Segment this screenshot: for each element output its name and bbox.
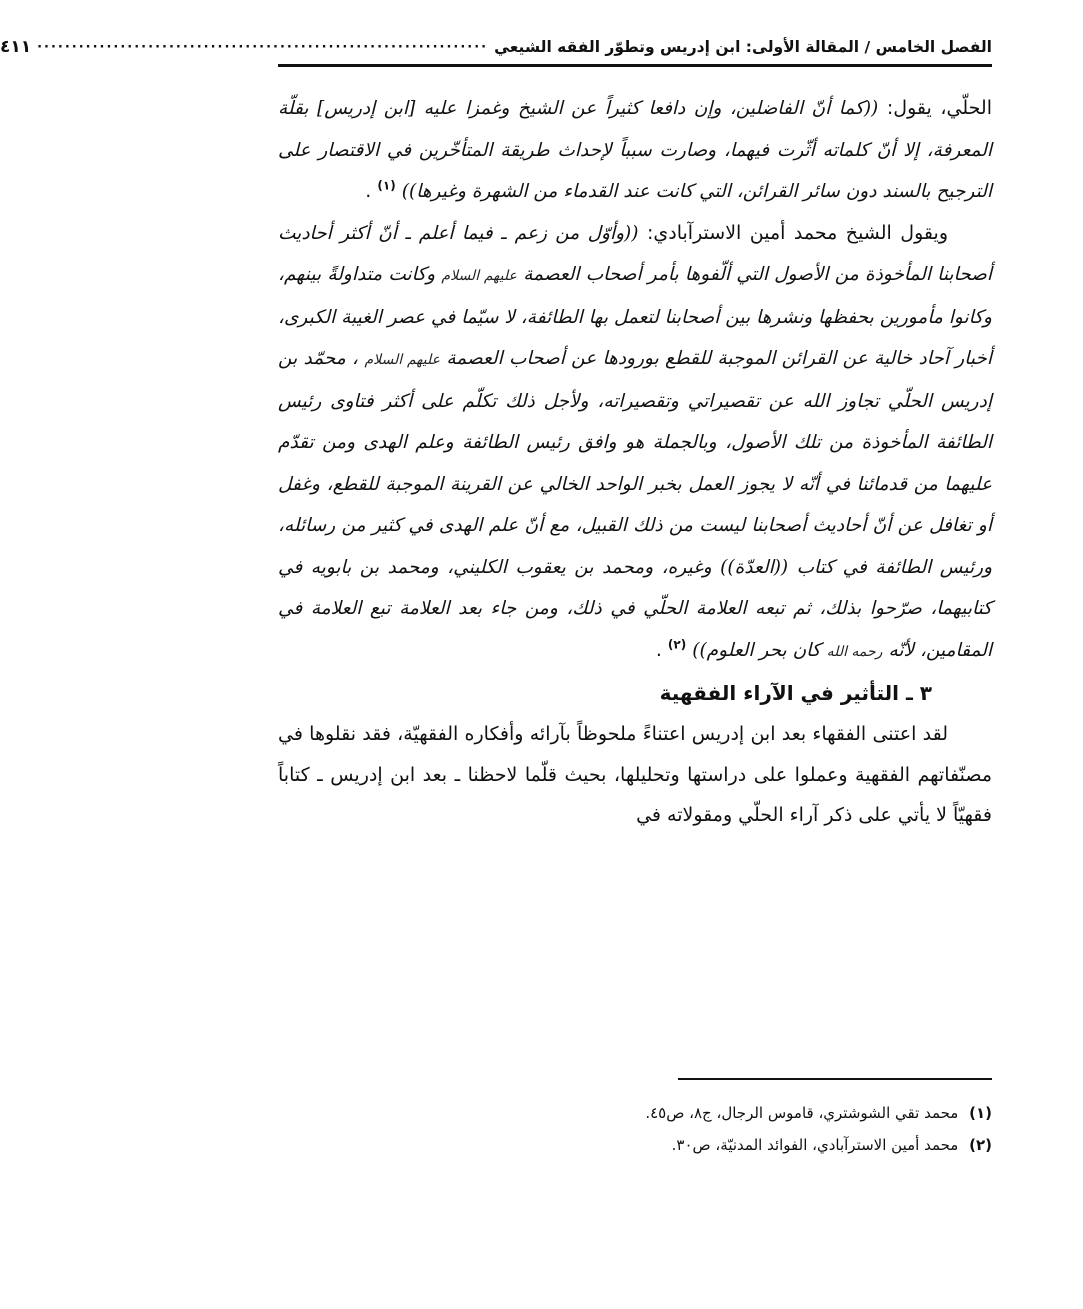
quotation-astarabadi-part-2: وكانت متداولةً بينهم، وكانوا مأمورين بحفظها ونشرها بين أصحابنا لتعمل بها الطائفة، لا سيّما في عصر الغيبة الكبرى، أخبار آحاد خالية عن القرائن الموجبة للقطع بورودها عن أصحاب العصمة <box>277 264 992 369</box>
paragraph-1-end: . <box>365 180 372 202</box>
quotation-astarabadi-part-4: كان بحر العلوم)) <box>692 639 821 661</box>
honorific-symbol-1: عليهم السلام <box>441 268 517 284</box>
honorific-symbol-3: رحمه الله <box>826 643 883 660</box>
footnote-ref-2: (٢) <box>667 637 687 652</box>
paragraph-2-lead: ويقول الشيخ محمد أمين الاسترآبادي: <box>638 221 949 244</box>
quotation-shushtari: ((كما أنّ الفاضلين، وإن دافعا كثيراً عن الشيخ وغمزا عليه [ابن إدريس] بقلّة المعرفة، إلا أنّ كلماته أثّرت فيهما، وصارت سبباً لإحداث طريقة المتأخّرين في الاقتصار على الترجيح بالسند دون سائر القرائن، التي كانت عند القدماء من الشهرة وغيرها)) <box>278 98 992 202</box>
paragraph-1 <box>278 88 992 213</box>
honorific-symbol-2: عليهم السلام <box>364 352 440 368</box>
running-header <box>0 30 992 64</box>
footnote-2-text: محمد أمين الاسترآبادي، الفوائد المدنيّة، ص٣٠. <box>671 1136 959 1154</box>
footnote-ref-1: (١) <box>377 178 396 193</box>
footnote-1-text: محمد تقي الشوشتري، قاموس الرجال، ج٨، ص٤٥. <box>645 1104 959 1122</box>
dot-leader: ································································· <box>37 39 489 55</box>
paragraph-2 <box>278 213 992 673</box>
footnote-1-number: (١) <box>969 1104 992 1122</box>
running-title: الفصل الخامس / المقالة الأولى: ابن إدريس وتطوّر الفقه الشيعي <box>494 38 992 56</box>
header-rule <box>278 64 992 67</box>
footnotes <box>278 1097 992 1161</box>
paragraph-2-end: . <box>655 638 662 661</box>
paragraph-3: لقد اعتنى الفقهاء بعد ابن إدريس اعتناءً ملحوظاً بآرائه وأفكاره الفقهيّة، فقد نقلوها في مصنّفاتهم الفقهية وعملوا على دراستها وتحليلها، بحيث قلّما لاحظنا ـ بعد ابن إدريس ـ كتاباً فقهيّاً لا يأتي على ذكر آراء الحلّي ومقولاته في <box>278 723 992 826</box>
section-heading: ٣ ـ التأثير في الآراء الفقهية <box>659 681 932 705</box>
page-number: ٤١١ <box>0 37 32 57</box>
footnote-2-number: (٢) <box>969 1136 992 1154</box>
quotation-astarabadi-part-3: ، محمّد بن إدريس الحلّي تجاوز الله عن تقصيراتي وتقصيراته، ولأجل ذلك تكلّم على أكثر فتاوى رئيس الطائفة المأخوذة من تلك الأصول، وبالجملة هو وافق رئيس الطائفة وعلم الهدى ومن تقدّم عليهما من قدمائنا في أنّه لا يجوز العمل بخبر الواحد الخالي عن القرينة الموجبة للقطع، وغفل أو تغافل عن أنّ أحاديث أصحابنا ليست من ذلك القبيل، مع أنّ علم الهدى في كثير من رسائله، ورئيس الطائفة في كتاب ((العدّة)) وغيره، ومحمد بن يعقوب الكليني، ومحمد بن بابويه في كتابيهما، صرّحوا بذلك، ثم تبعه العلامة الحلّي في ذلك، ومن جاء بعد العلامة تبع العلامة في المقامين، لأنّه <box>278 348 992 661</box>
paragraph-1-lead: الحلّي، يقول: <box>878 97 992 119</box>
footnote-2 <box>278 1129 992 1161</box>
footnote-1 <box>278 1097 992 1129</box>
main-text <box>278 88 992 836</box>
quotation-astarabadi-part-1: ((وأوّل من زعم ـ فيما أعلم ـ أنّ أكثر أحاديث أصحابنا المأخوذة من الأصول التي ألّفوها بأمر أصحاب العصمة <box>278 222 992 285</box>
footnote-rule <box>678 1078 992 1080</box>
